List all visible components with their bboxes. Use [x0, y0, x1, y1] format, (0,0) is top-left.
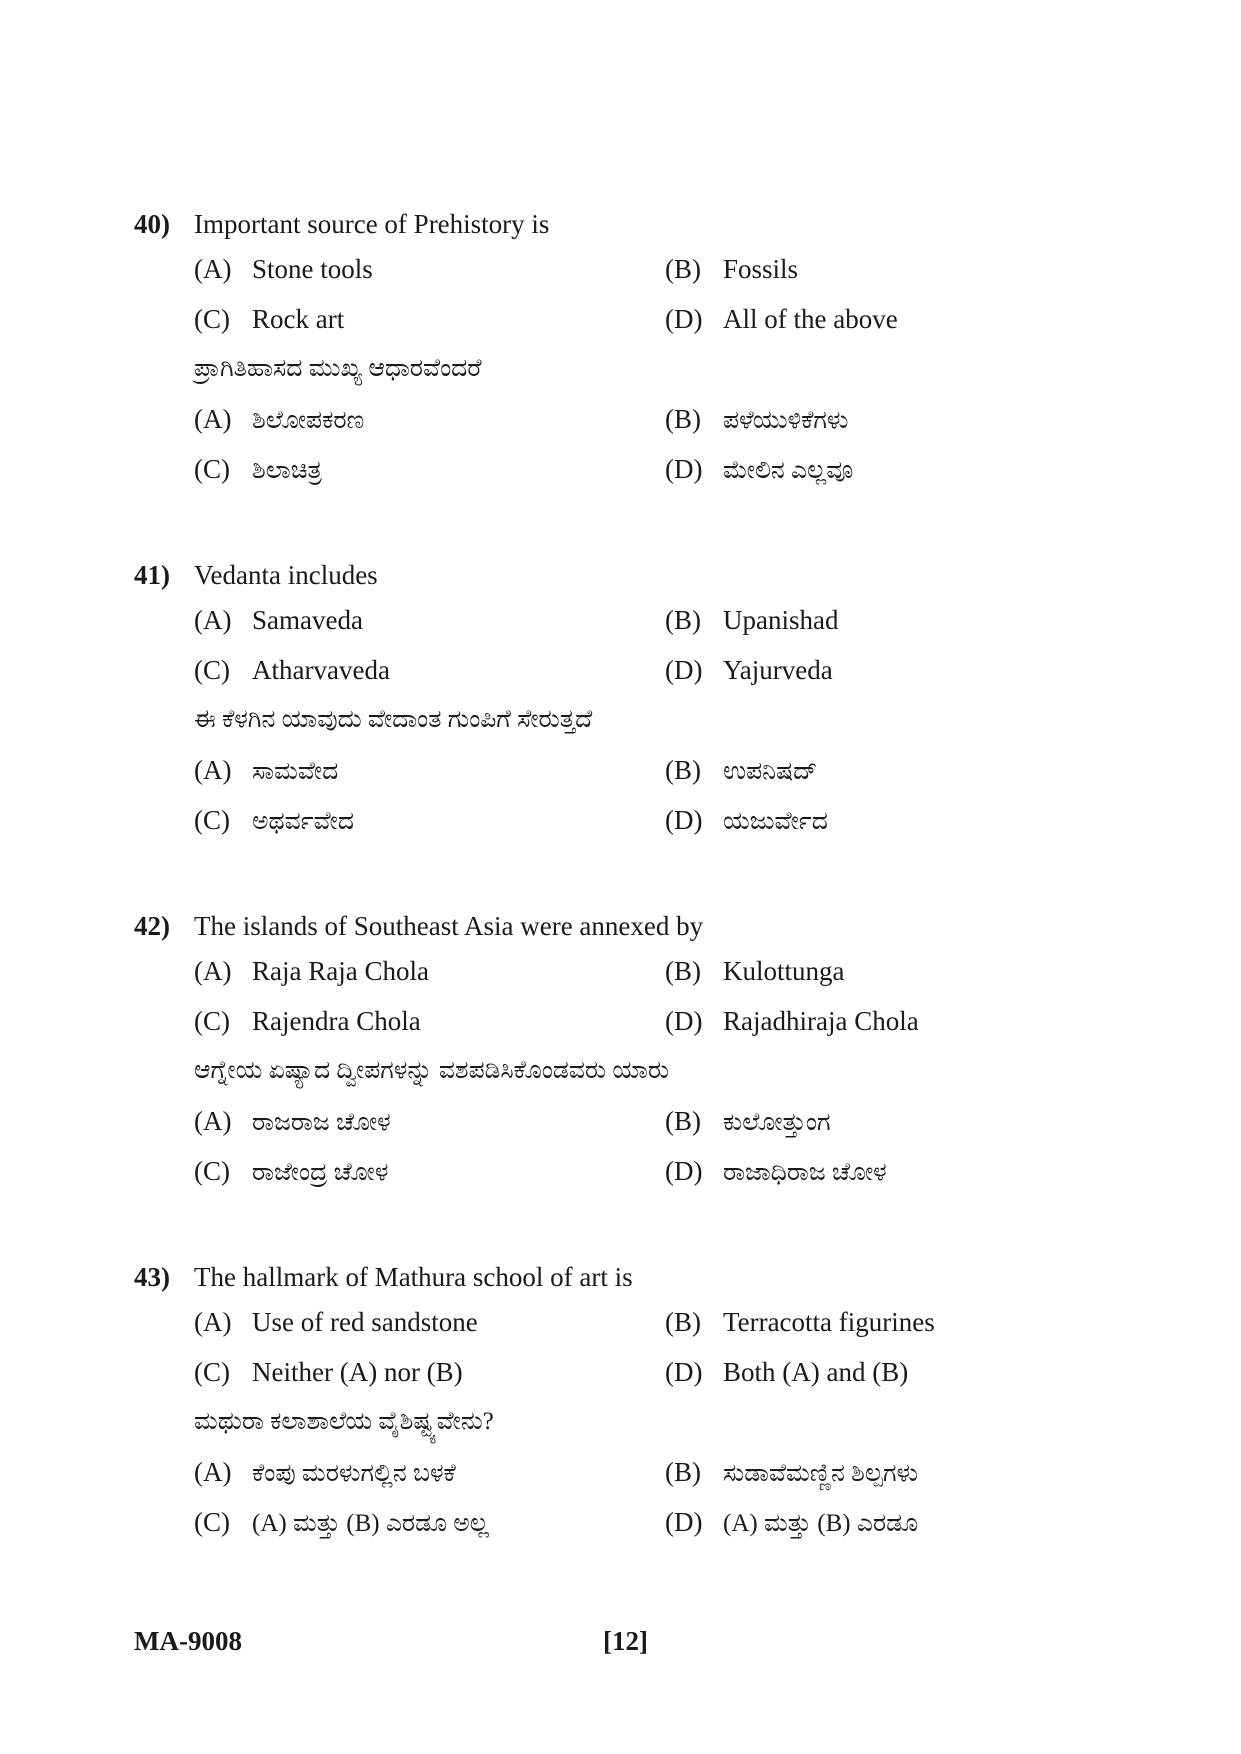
paper-code: MA-9008	[134, 1626, 242, 1656]
option-c: (C) Rajendra Chola	[194, 1006, 421, 1036]
question-text: Vedanta includes	[194, 560, 378, 590]
option-d-kannada: (D) ಮೇಲಿನ ಎಲ್ಲವೂ	[665, 454, 854, 484]
question-number: 41)	[134, 560, 170, 590]
option-d-kannada: (D) (A) ಮತ್ತು (B) ಎರಡೂ	[665, 1507, 919, 1537]
question-text-kannada: ಈ ಕೆಳಗಿನ ಯಾವುದು ವೇದಾಂತ ಗುಂಪಿಗೆ ಸೇರುತ್ತದೆ	[194, 706, 593, 733]
option-a-kannada: (A) ಕೆಂಪು ಮರಳುಗಲ್ಲಿನ ಬಳಕೆ	[194, 1457, 456, 1487]
option-d: (D) All of the above	[665, 304, 898, 334]
option-b: (B) Fossils	[665, 254, 799, 284]
option-a: (A) Raja Raja Chola	[194, 956, 429, 986]
question-number: 40)	[134, 209, 170, 239]
option-c-kannada: (C) ರಾಜೇಂದ್ರ ಚೋಳ	[194, 1156, 389, 1186]
option-c: (C) Neither (A) nor (B)	[194, 1357, 463, 1387]
question-text-kannada: ಆಗ್ನೇಯ ಏಷ್ಯಾದ ದ್ವೀಪಗಳನ್ನು ವಶಪಡಿಸಿಕೊಂಡವರು ಯಾರು	[194, 1057, 670, 1084]
page-number: [12]	[603, 1626, 648, 1656]
question-40	[134, 204, 1134, 494]
question-43	[134, 1257, 1134, 1547]
option-a: (A) Use of red sandstone	[194, 1307, 478, 1337]
option-b: (B) Terracotta figurines	[665, 1307, 935, 1337]
option-d-kannada: (D) ಯಜುರ್ವೇದ	[665, 805, 828, 835]
option-c: (C) Atharvaveda	[194, 655, 390, 685]
option-d-kannada: (D) ರಾಜಾಧಿರಾಜ ಚೋಳ	[665, 1156, 887, 1186]
option-a-kannada: (A) ಸಾಮವೇದ	[194, 755, 339, 785]
question-text-kannada: ಪ್ರಾಗಿತಿಹಾಸದ ಮುಖ್ಯ ಆಧಾರವೆಂದರೆ	[194, 355, 482, 382]
option-a: (A) Stone tools	[194, 254, 373, 284]
option-c: (C) Rock art	[194, 304, 345, 334]
question-text: The islands of Southeast Asia were annexed by	[194, 911, 704, 941]
option-b-kannada: (B) ಪಳೆಯುಳಿಕೆಗಳು	[665, 404, 849, 434]
option-a-kannada: (A) ಶಿಲೋಪಕರಣ	[194, 404, 365, 434]
option-b: (B) Kulottunga	[665, 956, 845, 986]
option-b-kannada: (B) ಸುಡಾವೆಮಣ್ಣಿನ ಶಿಲ್ಪಗಳು	[665, 1457, 919, 1487]
question-text: The hallmark of Mathura school of art is	[194, 1262, 633, 1292]
option-c-kannada: (C) (A) ಮತ್ತು (B) ಎರಡೂ ಅಲ್ಲ	[194, 1507, 489, 1537]
option-d: (D) Rajadhiraja Chola	[665, 1006, 919, 1036]
option-b-kannada: (B) ಉಪನಿಷದ್	[665, 755, 818, 785]
option-c-kannada: (C) ಅಥರ್ವವೇದ	[194, 805, 355, 835]
option-d: (D) Yajurveda	[665, 655, 833, 685]
question-text-kannada: ಮಥುರಾ ಕಲಾಶಾಲೆಯ ವೈಶಿಷ್ಟ್ಯವೇನು?	[194, 1408, 494, 1435]
question-number: 43)	[134, 1262, 170, 1292]
option-b-kannada: (B) ಕುಲೋತ್ತುಂಗ	[665, 1106, 831, 1136]
option-a-kannada: (A) ರಾಜರಾಜ ಚೋಳ	[194, 1106, 391, 1136]
option-a: (A) Samaveda	[194, 605, 363, 635]
option-b: (B) Upanishad	[665, 605, 839, 635]
question-number: 42)	[134, 911, 170, 941]
option-d: (D) Both (A) and (B)	[665, 1357, 909, 1387]
question-41	[134, 555, 1134, 845]
question-42	[134, 906, 1134, 1196]
question-text: Important source of Prehistory is	[194, 209, 550, 239]
option-c-kannada: (C) ಶಿಲಾಚಿತ್ರ	[194, 454, 322, 484]
